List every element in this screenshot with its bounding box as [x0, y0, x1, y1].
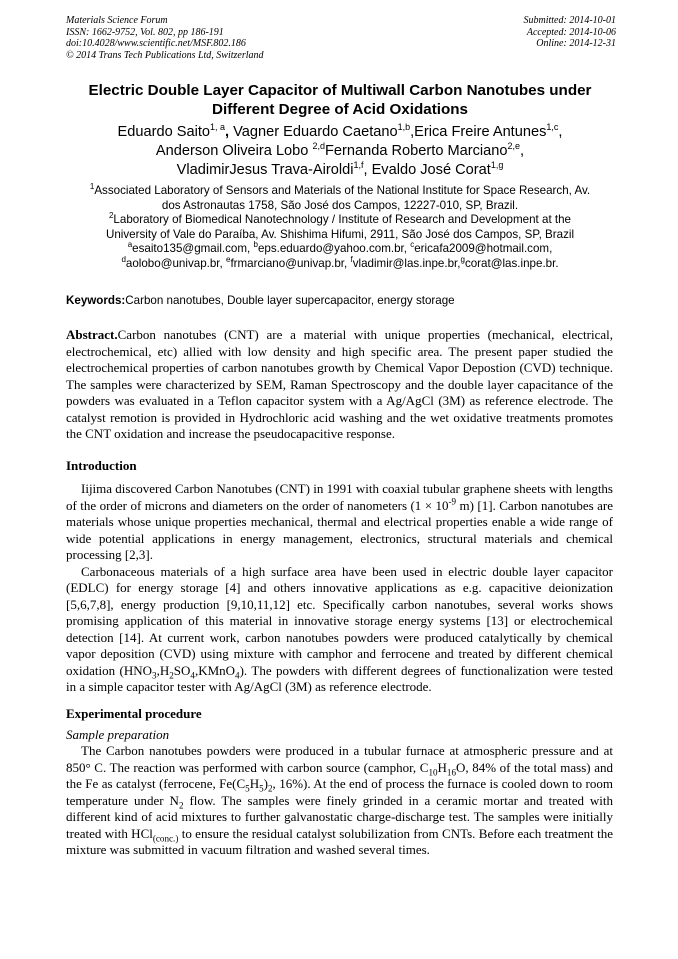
affiliations: [40, 184, 640, 272]
title-line-2: Different Degree of Acid Oxidations: [212, 101, 468, 118]
email-address: ericafa2009@hotmail.com,: [414, 242, 553, 256]
author-name: Erica Freire Antunes: [414, 124, 547, 140]
affiliation-2-line-2: University of Vale do Paraíba, Av. Shishima Hifumi, 2911, São José dos Campos, SP, Brazil: [105, 227, 575, 241]
issn-line: ISSN: 1662-9752, Vol. 802, pp 186-191: [66, 26, 224, 38]
paragraph: Carbonaceous materials of a high surface area have been used in electric double layer capacitor (EDLC) for energy storage [4] and others innovative applications as e.g. capacitive deionization [5,6,7,8], energy production [9,10,11,12] etc. Specifically carbon nanotubes, several works shows promising application of this material in innovative storage energy systems [13] or electrochemical detection [14]. At current work, carbon nanotubes powders were produced catalytically by chemical vapor deposition (CVD) using mixture with camphor and ferrocene and treated by different chemical oxidation $(HNO_3,H_2SO_4,KMnO_4)$. The powders with different degrees of functionalization were tested in a simple capacitor tester with Ag/AgCl (3M) as reference electrode.: [66, 563, 613, 694]
abstract-text: Carbon nanotubes (CNT) are a material with unique properties (mechanical, electrical, electrochemical, etc) allied with low density and high specific area. The present paper studied the electrochemical properties of carbon nanotubes growth by Chemical Vapor Depostion (CVD) technique. The samples were characterized by SEM, Raman Spectroscopy and the double layer capacitance of the powders was evaluated in a Teflon capacitor system with a Ag/AgCl (3M) as reference electrode. The catalyst remotion is provided in Hydrochloric acid washing and the wet oxidative treatments promotes the CNT oxidation and increase the pseudocapacitive response.: [66, 327, 613, 441]
email-sup: f: [350, 255, 353, 265]
online-date: Online: 2014-12-31: [536, 38, 616, 50]
email-address: vladimir@las.inpe.br,: [352, 256, 461, 270]
abstract: [66, 327, 613, 443]
email-sup: d: [121, 255, 126, 265]
affiliation-1-line-1: Associated Laboratory of Sensors and Materials of the National Institute for Space Research, Av.: [94, 184, 591, 197]
email-sup: c: [410, 240, 415, 250]
email-sup: b: [253, 240, 258, 250]
author-sup: 2,d: [312, 141, 325, 152]
author-name: Eduardo Saito: [117, 124, 211, 140]
paragraph: The Carbon nanotubes powders were produced in a tubular furnace at atmospheric pressure and at 850° C. The reaction was performed with carbon source (camphor, $C_{10}H_{16}O$, 84% of the total mass) and the Fe as catalyst (ferrocene, $Fe(C_5H_5)_2$, 16%). At the end of process the furnace is cooled down to room temperature under $N_2$ flow. The samples were finely grinded in a ceramic mortar and treated with different kind of acid mixtures to further galvanostatic charge-discharge test. The samples were initially treated with HCl$_{(conc.)}$ to ensure the residual catalyst solubilization from CNTs. Before each treatment the mixture was submitted in vacuum filtration and washed several times.: [66, 743, 614, 857]
email-sup: a: [127, 240, 133, 250]
copyright-line: © 2014 Trans Tech Publications Ltd, Switzerland: [66, 49, 264, 61]
doi-line: doi:10.4028/www.scientific.net/MSF.802.186: [66, 38, 246, 50]
author-name: Anderson Oliveira Lobo: [155, 143, 313, 159]
emails-line-2: [40, 257, 640, 272]
author-name: Fernanda Roberto Marciano: [324, 143, 508, 159]
emails-line-1: [40, 242, 640, 257]
author-sup: 2,e: [507, 141, 521, 152]
sample-preparation-subheading: Sample preparation: [66, 727, 170, 742]
author-name: Evaldo José Corat: [371, 162, 491, 178]
author-sup: 1,g: [490, 160, 504, 171]
affiliation-2-line-1: Laboratory of Biomedical Nanotechnology / Institute of Research and Development at the: [113, 213, 572, 227]
experimental-heading: Experimental procedure: [66, 706, 202, 721]
journal-name: Materials Science Forum: [66, 15, 168, 26]
authors-line-2: Anderson Oliveira Lobo $^{2,d}$Fernanda Roberto Marciano$^{2,e}$,: [155, 141, 525, 159]
email-address: esaito135@gmail.com,: [132, 242, 254, 256]
keywords-label: Keywords:: [66, 294, 126, 307]
authors-line-3: VladimirJesus Trava-Airoldi$^{1,f}$, Evaldo José Corat$^{1,g}$: [176, 160, 504, 178]
email-address: aolobo@univap.br,: [125, 256, 226, 270]
affiliation-sup: 1: [89, 182, 95, 192]
email-address: eps.eduardo@yahoo.com.br,: [257, 242, 411, 256]
title-line-1: Electric Double Layer Capacitor of Multiwall Carbon Nanotubes under: [88, 82, 592, 99]
abstract-label: Abstract.: [66, 327, 118, 342]
author-sup: 1,c: [546, 122, 559, 133]
email-sup: g: [460, 255, 465, 265]
keywords: [66, 294, 455, 307]
email-address: frmarciano@univap.br,: [230, 256, 351, 270]
submitted-date: Submitted: 2014-10-01: [523, 15, 616, 26]
keywords-text: Carbon nanotubes, Double layer supercapacitor, energy storage: [125, 294, 455, 307]
journal-header: [66, 15, 264, 61]
author-name: Vagner Eduardo Caetano: [233, 124, 398, 140]
experimental-body: [66, 743, 613, 859]
author-sup: 1, a: [210, 122, 226, 133]
email-sup: e: [225, 255, 231, 265]
introduction-body: [66, 481, 613, 696]
author-name: VladimirJesus Trava-Airoldi: [176, 162, 354, 178]
author-sup: 1,f: [353, 160, 364, 171]
introduction-heading: Introduction: [66, 458, 137, 473]
email-address: corat@las.inpe.br.: [464, 256, 559, 270]
accepted-date: Accepted: 2014-10-06: [526, 26, 616, 38]
author-sup: 1,b: [397, 122, 411, 133]
affiliation-1-line-2: dos Astronautas 1758, São José dos Campos, 12227-010, SP, Brazil.: [161, 198, 519, 212]
paragraph: Iijima discovered Carbon Nanotubes (CNT) in 1991 with coaxial tubular graphene sheets with lengths of the order of microns and diameters on the order of nanometers ($1 \times 10^{-9}$ m) [1]. Carbon nanotubes are materials whose unique properties mechanical, thermal and electrical properties enable a wide range of wide potential applications in energy management, electronics, structural materials and chemical processing [2,3].: [66, 481, 613, 562]
affiliation-sup: 2: [108, 211, 114, 221]
paper-title: [40, 81, 640, 119]
authors-line-1: Eduardo Saito$^{1, a}$, Vagner Eduardo Caetano$^{1,b}$,Erica Freire Antunes$^{1,c}$,: [117, 122, 563, 140]
dates-header: [524, 15, 617, 50]
author-list: [40, 123, 640, 180]
